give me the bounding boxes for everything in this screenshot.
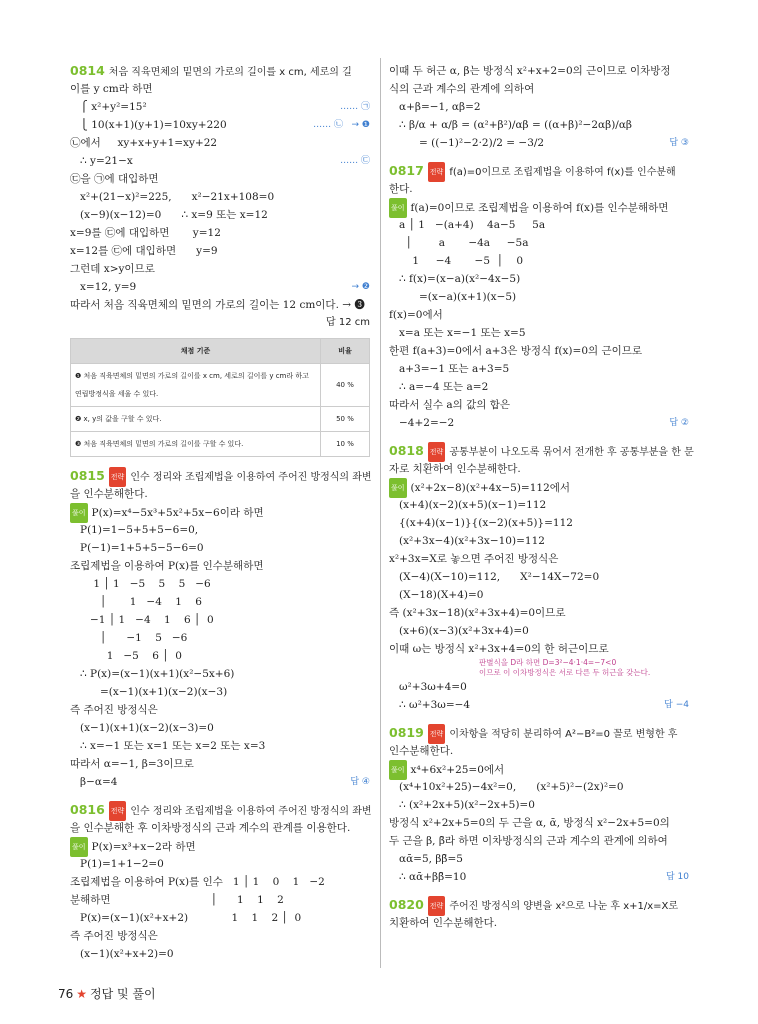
problem-strategy-text: 인수 정리와 조립제법을 이용하여 주어진 방정식의 좌변 xyxy=(130,472,372,483)
spacer xyxy=(70,791,370,801)
problem-heading xyxy=(389,442,694,460)
equation-line xyxy=(70,945,370,963)
problem-number: 0814 xyxy=(70,63,105,78)
line-text: 1 │ 1 −5 5 5 −6 xyxy=(90,578,211,590)
solution-badge: 풀이 xyxy=(70,503,88,523)
problem-heading xyxy=(70,467,370,485)
equation-line xyxy=(389,252,689,270)
line-text: x=a 또는 x=−1 또는 x=5 xyxy=(399,327,526,339)
text-line xyxy=(70,503,370,521)
equation-line xyxy=(389,360,689,378)
line-text: 분해하면 │ 1 1 2 xyxy=(70,894,284,906)
margin-note: 이므로 이 이차방정식은 서로 다른 두 허근을 갖는다. xyxy=(479,668,651,677)
text-line xyxy=(389,814,689,832)
solution-badge: 풀이 xyxy=(389,198,407,218)
line-text: ∴ β/α + α/β = (α²+β²)/αβ = ((α+β)²−2αβ)/αβ xyxy=(399,119,632,131)
equation-line xyxy=(389,270,689,288)
text-line xyxy=(70,927,370,945)
equation-line xyxy=(389,622,689,640)
equation-line xyxy=(389,324,689,342)
line-text: ∴ P(x)=(x−1)(x+1)(x²−5x+6) xyxy=(80,668,235,680)
equation-line xyxy=(70,683,370,701)
text-line xyxy=(70,485,370,503)
star-icon: ★ xyxy=(76,987,88,1001)
equation-line xyxy=(389,868,689,886)
spacer xyxy=(389,714,689,724)
step-marker: 답 ② xyxy=(669,418,689,428)
text-line xyxy=(70,242,370,260)
line-text: (X−4)(X−10)=112, X²−14X−72=0 xyxy=(399,571,600,583)
text-line xyxy=(389,550,689,568)
line-text: =(x−1)(x+1)(x−2)(x−3) xyxy=(100,686,228,698)
line-text: │ −1 5 −6 xyxy=(90,632,188,644)
problem-strategy-text: 인수 정리와 조립제법을 이용하여 주어진 방정식의 좌변 xyxy=(130,806,372,817)
text-line xyxy=(70,837,370,855)
equation-line xyxy=(389,678,689,696)
line-text: 이때 두 허근 α, β는 방정식 x²+x+2=0의 근이므로 이차방정 xyxy=(389,65,671,77)
grading-table xyxy=(70,338,370,457)
line-text: 을 인수분해한다. xyxy=(70,488,148,500)
equation-line xyxy=(70,98,370,116)
text-line xyxy=(389,460,689,478)
equation-line xyxy=(389,234,689,252)
line-text: −1 │ 1 −4 1 6 │ 0 xyxy=(90,614,214,626)
problem-heading xyxy=(70,801,370,819)
step-marker: 답 ④ xyxy=(350,777,370,787)
problem-heading xyxy=(389,162,689,180)
text-line xyxy=(389,180,689,198)
equation-line xyxy=(70,116,370,134)
problem-number: 0818 xyxy=(389,443,424,458)
problem-strategy-text: 공통부분이 나오도록 묶어서 전개한 후 공통부분을 한 문 xyxy=(449,447,694,458)
line-text: a+3=−1 또는 a+3=5 xyxy=(399,363,510,375)
line-text: 따라서 실수 a의 값의 합은 xyxy=(389,399,511,411)
line-text: x²+(21−x)²=225, x²−21x+108=0 xyxy=(80,191,275,203)
grading-header-criteria: 채점 기준 xyxy=(71,339,321,364)
text-line xyxy=(70,873,370,891)
line-text: ∴ αᾱ+ββ̄=10 xyxy=(399,871,467,883)
line-text: 을 인수분해한 후 이차방정식의 근과 계수의 관계를 이용한다. xyxy=(70,822,351,834)
problem-strategy-text: 처음 직육면체의 밑면의 가로의 길이를 x cm, 세로의 길 xyxy=(108,67,352,78)
text-line xyxy=(70,701,370,719)
text-line xyxy=(70,134,370,152)
equation-line xyxy=(389,796,689,814)
problem-strategy-text: 이차항을 적당히 분리하여 A²−B²=0 꼴로 변형한 후 xyxy=(449,729,678,740)
line-text: β−α=4 xyxy=(80,776,118,788)
text-line xyxy=(389,198,689,216)
equation-line xyxy=(389,288,689,306)
equation-line xyxy=(389,496,689,514)
problem-number: 0820 xyxy=(389,897,424,912)
line-text: {(x+4)(x−1)}{(x−2)(x+5)}=112 xyxy=(399,517,573,529)
text-line xyxy=(389,914,689,932)
equation-line xyxy=(70,593,370,611)
equation-line xyxy=(70,521,370,539)
text-line xyxy=(70,557,370,575)
line-text: ω²+3ω+4=0 xyxy=(399,681,467,693)
footer-label: 정답 및 풀이 xyxy=(90,987,156,1001)
solution-text: (x²+2x−8)(x²+4x−5)=112에서 xyxy=(410,482,571,494)
column-divider xyxy=(380,58,381,968)
left-content-bottom xyxy=(70,467,370,963)
problem-number: 0815 xyxy=(70,468,105,483)
line-text: P(x)=(x−1)(x²+x+2) 1 1 2 │ 0 xyxy=(80,912,302,924)
line-text: a │ 1 −(a+4) 4a−5 5a xyxy=(399,219,546,231)
strategy-badge: 전략 xyxy=(428,442,446,462)
line-text: ∴ f(x)=(x−a)(x²−4x−5) xyxy=(399,273,521,285)
grading-header-ratio: 비율 xyxy=(321,339,370,364)
text-line xyxy=(70,314,370,332)
equation-line xyxy=(389,98,689,116)
line-text: 따라서 α=−1, β=3이므로 xyxy=(70,758,194,770)
grading-row xyxy=(71,364,370,407)
spacer xyxy=(389,432,689,442)
line-text: 그런데 x>y이므로 xyxy=(70,263,155,275)
equation-line xyxy=(70,188,370,206)
step-marker: 답 10 xyxy=(665,872,689,882)
line-text: 조립제법을 이용하여 P(x)를 인수분해하면 xyxy=(70,560,264,572)
text-line xyxy=(389,604,689,622)
line-text: P(−1)=1+5+5−5−6=0 xyxy=(80,542,204,554)
spacer xyxy=(389,152,689,162)
equation-line xyxy=(389,568,689,586)
line-text: │ a −4a −5a xyxy=(399,237,529,249)
line-text: ∴ x=−1 또는 x=1 또는 x=2 또는 x=3 xyxy=(80,740,266,752)
line-text: ⎩ 10(x+1)(y+1)=10xy+220 xyxy=(80,119,227,131)
line-text: =(x−a)(x+1)(x−5) xyxy=(419,291,517,303)
equation-line xyxy=(389,216,689,234)
text-line xyxy=(70,170,370,188)
solution-badge: 풀이 xyxy=(70,837,88,857)
text-line xyxy=(389,342,689,360)
text-line xyxy=(70,755,370,773)
strategy-badge: 전략 xyxy=(428,724,446,744)
line-text: (x+6)(x−3)(x²+3x+4)=0 xyxy=(399,625,529,637)
equation-line xyxy=(70,773,370,791)
line-text: x²+3x=X로 놓으면 주어진 방정식은 xyxy=(389,553,559,565)
line-text: 방정식 x²+2x+5=0의 두 근을 α, ᾱ, 방정식 x²−2x+5=0의 xyxy=(389,817,670,829)
line-text: (x⁴+10x²+25)−4x²=0, (x²+5)²−(2x)²=0 xyxy=(399,781,624,793)
text-line xyxy=(389,306,689,324)
solution-text: x⁴+6x²+25=0에서 xyxy=(410,764,505,776)
line-text: x=12, y=9 xyxy=(80,281,137,293)
equation-line xyxy=(70,647,370,665)
line-text: ∴ (x²+2x+5)(x²−2x+5)=0 xyxy=(399,799,535,811)
line-text: 식의 근과 계수의 관계에 의하여 xyxy=(389,83,535,95)
line-text: P(1)=1+1−2=0 xyxy=(80,858,164,870)
equation-line xyxy=(70,575,370,593)
problem-number: 0819 xyxy=(389,725,424,740)
line-text: ㉡에서 xy+x+y+1=xy+22 xyxy=(70,137,218,149)
line-text: (x−1)(x²+x+2)=0 xyxy=(80,948,174,960)
text-line xyxy=(70,224,370,242)
solution-text: P(x)=x⁴−5x³+5x²+5x−6이라 하면 xyxy=(91,507,264,519)
step-marker: 답 ③ xyxy=(669,138,689,148)
step-marker: …… ㉠ xyxy=(340,102,370,112)
line-text: 이때 ω는 방정식 x²+3x+4=0의 한 허근이므로 xyxy=(389,643,609,655)
equation-line xyxy=(70,206,370,224)
problem-strategy-text: 주어진 방정식의 양변을 x²으로 나눈 후 x+1/x=X로 xyxy=(449,901,679,912)
line-text: ∴ a=−4 또는 a=2 xyxy=(399,381,489,393)
grading-ratio: 50 % xyxy=(321,407,370,432)
text-line xyxy=(70,819,370,837)
equation-line xyxy=(70,855,370,873)
left-column xyxy=(70,62,370,963)
text-line xyxy=(70,80,370,98)
line-text: ⎧ x²+y²=15² xyxy=(80,101,147,113)
page-number: 76 xyxy=(58,987,74,1001)
equation-line xyxy=(389,414,689,432)
strategy-badge: 전략 xyxy=(109,801,127,821)
equation-line xyxy=(389,850,689,868)
right-content xyxy=(389,62,694,932)
page-footer xyxy=(58,985,156,1002)
line-text: α+β=−1, αβ=2 xyxy=(399,101,481,113)
line-text: P(1)=1−5+5+5−6=0, xyxy=(80,524,199,536)
line-text: 인수분해한다. xyxy=(389,745,454,757)
problem-number: 0816 xyxy=(70,802,105,817)
equation-line xyxy=(70,611,370,629)
line-text: 조립제법을 이용하여 P(x)를 인수 1 │ 1 0 1 −2 xyxy=(70,876,325,888)
text-line xyxy=(70,296,370,314)
text-line xyxy=(70,891,370,909)
line-text: 1 −5 6 │ 0 xyxy=(90,650,182,662)
text-line xyxy=(389,62,689,80)
strategy-badge: 전략 xyxy=(428,162,446,182)
step-marker: …… ㉡ → ❶ xyxy=(313,120,370,130)
equation-line xyxy=(389,116,689,134)
line-text: 자로 치환하여 인수분해한다. xyxy=(389,463,521,475)
equation-line xyxy=(70,629,370,647)
line-text: 두 근을 β, β̄라 하면 이차방정식의 근과 계수의 관계에 의하여 xyxy=(389,835,668,847)
line-text: 치환하여 인수분해한다. xyxy=(389,917,498,929)
line-text: (X−18)(X+4)=0 xyxy=(399,589,484,601)
margin-note: 판별식을 D라 하면 D=3²−4·1·4=−7<0 xyxy=(479,658,617,667)
equation-line xyxy=(389,514,689,532)
equation-line xyxy=(389,532,689,550)
line-text: 한다. xyxy=(389,183,413,195)
equation-line xyxy=(70,278,370,296)
grading-row xyxy=(71,407,370,432)
line-text: (x−9)(x−12)=0 ∴ x=9 또는 x=12 xyxy=(80,209,268,221)
line-text: −4+2=−2 xyxy=(399,417,455,429)
grading-ratio: 10 % xyxy=(321,432,370,457)
strategy-badge: 전략 xyxy=(428,896,446,916)
line-text: f(x)=0에서 xyxy=(389,309,443,321)
line-text: │ 1 −4 1 6 xyxy=(90,596,202,608)
line-text: ∴ y=21−x xyxy=(80,155,133,167)
problem-heading xyxy=(389,724,689,742)
text-line xyxy=(389,742,689,760)
line-text: (x−1)(x+1)(x−2)(x−3)=0 xyxy=(80,722,214,734)
line-text: 한편 f(a+3)=0에서 a+3은 방정식 f(x)=0의 근이므로 xyxy=(389,345,643,357)
spacer xyxy=(389,886,689,896)
grading-row xyxy=(71,432,370,457)
line-text: 따라서 처음 직육면체의 밑면의 가로의 길이는 12 cm이다. → ❸ xyxy=(70,299,365,311)
line-text: 이를 y cm라 하면 xyxy=(70,83,153,95)
line-text: x=12를 ㉢에 대입하면 y=9 xyxy=(70,245,218,257)
grading-criterion: ❸ 처음 직육면체의 밑면의 가로의 길이를 구할 수 있다. xyxy=(71,432,321,457)
line-text: 즉 (x²+3x−18)(x²+3x+4)=0이므로 xyxy=(389,607,566,619)
problem-heading xyxy=(70,62,370,80)
equation-line xyxy=(389,134,689,152)
problem-strategy-text: f(a)=0이므로 조립제법을 이용하여 f(x)를 인수분해 xyxy=(449,167,676,178)
problem-number: 0817 xyxy=(389,163,424,178)
problem-heading xyxy=(389,896,689,914)
equation-line xyxy=(389,378,689,396)
text-line xyxy=(389,396,689,414)
equation-line xyxy=(70,909,370,927)
solution-text: f(a)=0이므로 조립제법을 이용하여 f(x)를 인수분해하면 xyxy=(410,202,669,214)
step-marker: → ❷ xyxy=(351,282,370,292)
line-text: 즉 주어진 방정식은 xyxy=(70,704,158,716)
line-text: (x+4)(x−2)(x+5)(x−1)=112 xyxy=(399,499,547,511)
strategy-badge: 전략 xyxy=(109,467,127,487)
line-text: = ((−1)²−2·2)/2 = −3/2 xyxy=(419,137,545,149)
left-content-top xyxy=(70,62,370,332)
equation-line xyxy=(70,719,370,737)
grading-ratio: 40 % xyxy=(321,364,370,407)
solution-badge: 풀이 xyxy=(389,760,407,780)
line-text: ㉢을 ㉠에 대입하면 xyxy=(70,173,159,185)
solution-text: P(x)=x³+x−2라 하면 xyxy=(91,841,196,853)
step-marker: 답 −4 xyxy=(664,700,689,710)
answer: 답 12 cm xyxy=(326,317,370,328)
line-text: (x²+3x−4)(x²+3x−10)=112 xyxy=(399,535,545,547)
grading-criterion: ❷ x, y의 값을 구할 수 있다. xyxy=(71,407,321,432)
text-line xyxy=(389,80,689,98)
right-column xyxy=(389,62,694,932)
step-marker: …… ㉢ xyxy=(340,156,370,166)
equation-line xyxy=(389,586,689,604)
equation-line xyxy=(70,737,370,755)
text-line xyxy=(389,832,689,850)
grading-criterion: ❶ 처음 직육면체의 밑면의 가로의 길이를 x cm, 세로의 길이를 y cm라 하고 연립방정식을 세울 수 있다. xyxy=(71,364,321,407)
line-text: αᾱ=5, ββ̄=5 xyxy=(399,853,463,865)
line-text: 즉 주어진 방정식은 xyxy=(70,930,158,942)
line-text: 1 −4 −5 │ 0 xyxy=(399,255,524,267)
text-line xyxy=(70,260,370,278)
equation-line xyxy=(389,696,689,714)
line-text: x=9를 ㉢에 대입하면 y=12 xyxy=(70,227,221,239)
equation-line xyxy=(389,778,689,796)
equation-line xyxy=(70,665,370,683)
solution-badge: 풀이 xyxy=(389,478,407,498)
equation-line xyxy=(70,539,370,557)
text-line xyxy=(389,760,689,778)
line-text: ∴ ω²+3ω=−4 xyxy=(399,699,471,711)
text-line xyxy=(389,640,689,658)
text-line xyxy=(389,478,689,496)
equation-line xyxy=(70,152,370,170)
